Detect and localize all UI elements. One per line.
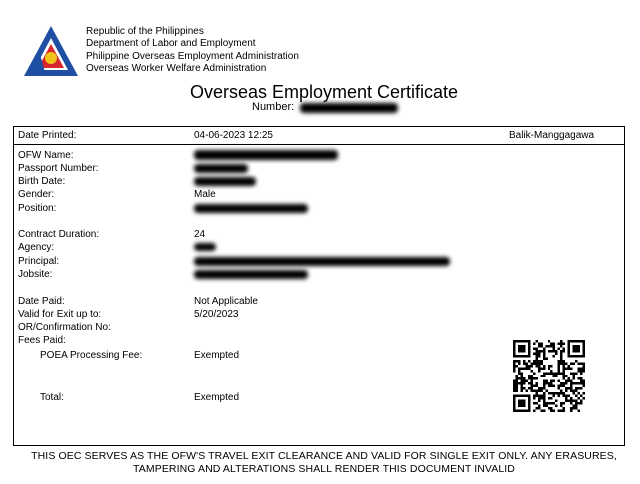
date-printed-row [14,127,624,145]
poea-logo-icon [22,24,80,78]
processing-fee-label: POEA Processing Fee: [40,350,143,361]
redacted-jobsite [194,270,308,279]
redacted-certificate-number [300,103,398,113]
date-printed-label: Date Printed: [18,130,77,141]
total-value: Exempted [194,392,240,403]
validity-notice [0,450,640,475]
jobsite-label: Jobsite: [18,269,53,280]
date-printed-value: 04-06-2023 12:25 [194,130,273,141]
agency-line-republic: Republic of the Philippines [86,26,204,37]
redacted-principal [194,257,450,266]
contract-duration-value: 24 [194,229,206,240]
certificate-title: Overseas Employment Certificate [189,82,459,102]
gender-label: Gender: [18,189,55,200]
principal-label: Principal: [18,256,60,267]
agency-line-poea: Philippine Overseas Employment Administration [86,50,299,62]
qr-code-icon [513,340,585,412]
redacted-birth-date [194,177,256,186]
validity-notice-line-1: THIS OEC SERVES AS THE OFW'S TRAVEL EXIT CLEARANCE AND VALID FOR SINGLE EXIT ONLY. ANY ERASURES, [31,450,617,462]
birth-date-label: Birth Date: [18,176,66,187]
certificate-number-label: Number: [252,101,295,113]
position-label: Position: [18,203,57,214]
processing-fee-value: Exempted [194,350,240,361]
agency-header [86,26,299,75]
validity-notice-line-2: TAMPERING AND ALTERATIONS SHALL RENDER THIS DOCUMENT INVALID [133,462,515,475]
agency-line-dole: Department of Labor and Employment [86,38,256,50]
agency-label: Agency: [18,242,55,253]
gender-value: Male [194,189,216,200]
ofw-name-label: OFW Name: [18,150,74,161]
total-label: Total: [40,392,64,403]
exit-category: Balik-Manggagawa [509,130,595,141]
valid-exit-value: 5/20/2023 [194,309,239,320]
date-paid-label: Date Paid: [18,296,65,307]
redacted-position [194,204,308,213]
redacted-agency [194,243,216,251]
contract-duration-label: Contract Duration: [18,229,100,240]
valid-exit-label: Valid for Exit up to: [18,309,102,320]
date-paid-value: Not Applicable [194,296,258,307]
or-confirmation-label: OR/Confirmation No: [18,322,111,333]
redacted-passport-number [194,164,248,173]
agency-line-owwa: Overseas Worker Welfare Administration [86,62,267,74]
redacted-ofw-name [194,150,338,160]
fees-paid-label: Fees Paid: [18,335,66,346]
passport-number-label: Passport Number: [18,163,99,174]
